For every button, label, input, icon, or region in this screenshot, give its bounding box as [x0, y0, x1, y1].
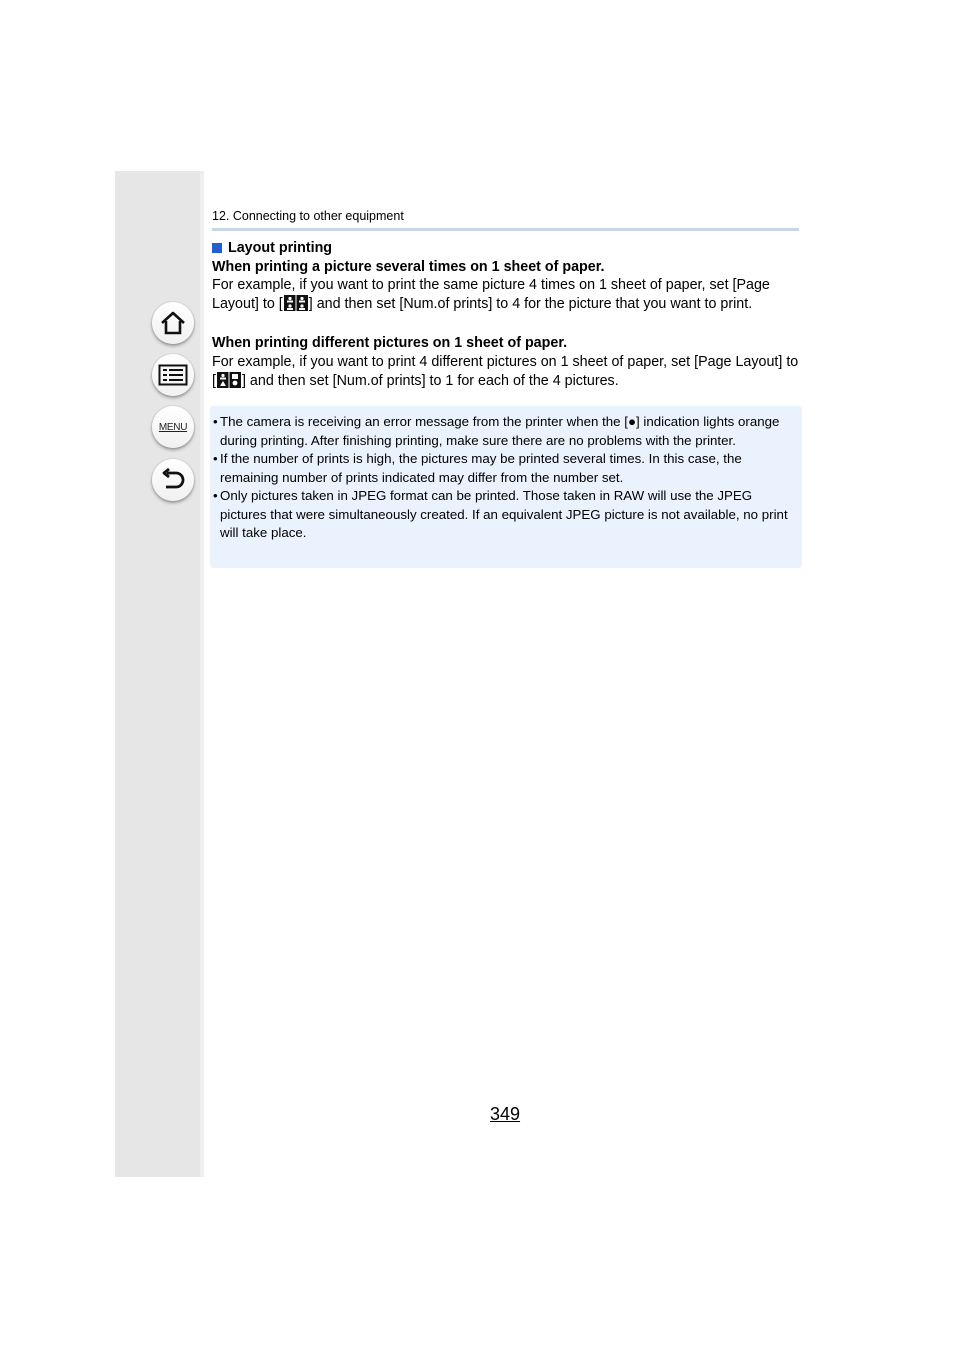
note-1-text-a: The camera is receiving an error message from the printer when the [ [220, 414, 628, 429]
menu-button[interactable] [152, 406, 194, 448]
paragraph-same-text-b: ] and then set [Num.of prints] to 4 for the picture that you want to print. [308, 295, 753, 312]
page-number: 349 [490, 1104, 521, 1124]
back-icon [159, 468, 187, 492]
note-item: • If the number of prints is high, the pictures may be printed several times. In this case, the remaining number of prints indicated may differ from the number set. [213, 451, 742, 485]
layout-4-different-icon [217, 372, 241, 394]
notes-box [210, 406, 802, 568]
back-button[interactable] [152, 459, 194, 501]
menu-icon: MENU [158, 421, 188, 433]
note-2-text: If the number of prints is high, the pictures may be printed several times. In this case, the remaining number of prints indicated may differ from the number set. [220, 451, 742, 485]
paragraph-same [212, 276, 802, 316]
note-3-text: Only pictures taken in JPEG format can be printed. Those taken in RAW will use the JPEG pictures that were simultaneously created. If an equivalent JPEG picture is not available, no print will take place. [220, 488, 788, 540]
note-item: • The camera is receiving an error message from the printer when the [●] indication lights orange during printing. After finishing printing, make sure there are no problems with the printer. [213, 414, 780, 448]
note-item: • Only pictures taken in JPEG format can be printed. Those taken in RAW will use the JPEG pictures that were simultaneously created. If an equivalent JPEG picture is not available, no print will take place. [213, 488, 788, 540]
main-content [212, 239, 802, 393]
section-heading [212, 239, 802, 258]
error-dot-icon: ● [627, 414, 636, 429]
section-square-icon [212, 243, 222, 253]
home-icon [159, 310, 187, 336]
paragraph-different-text-b: ] and then set [Num.of prints] to 1 for each of the 4 pictures. [241, 372, 619, 389]
section-title: Layout printing [228, 240, 333, 256]
subsection-title-different: When printing different pictures on 1 sheet of paper. [212, 335, 568, 352]
contents-list-icon [158, 364, 188, 386]
subsection-title-same: When printing a picture several times on 1 sheet of paper. [212, 258, 605, 275]
home-button[interactable] [152, 302, 194, 344]
chapter-header: 12. Connecting to other equipment [212, 209, 799, 231]
paragraph-different-text-a: For example, if you want to print 4 different pictures on 1 sheet of paper, set [Page Layout] to [ [212, 353, 799, 389]
contents-button[interactable] [152, 354, 194, 396]
paragraph-different [212, 353, 802, 393]
layout-4-same-icon [284, 295, 308, 317]
sidebar-edge [200, 171, 204, 1177]
paragraph-same-text-a: For example, if you want to print the same picture 4 times on 1 sheet of paper, set [Page Layout] to [ [212, 277, 770, 312]
note-1-text-b: ] indication lights orange during printing. After finishing printing, make sure there are no problems with the printer. [220, 414, 780, 448]
